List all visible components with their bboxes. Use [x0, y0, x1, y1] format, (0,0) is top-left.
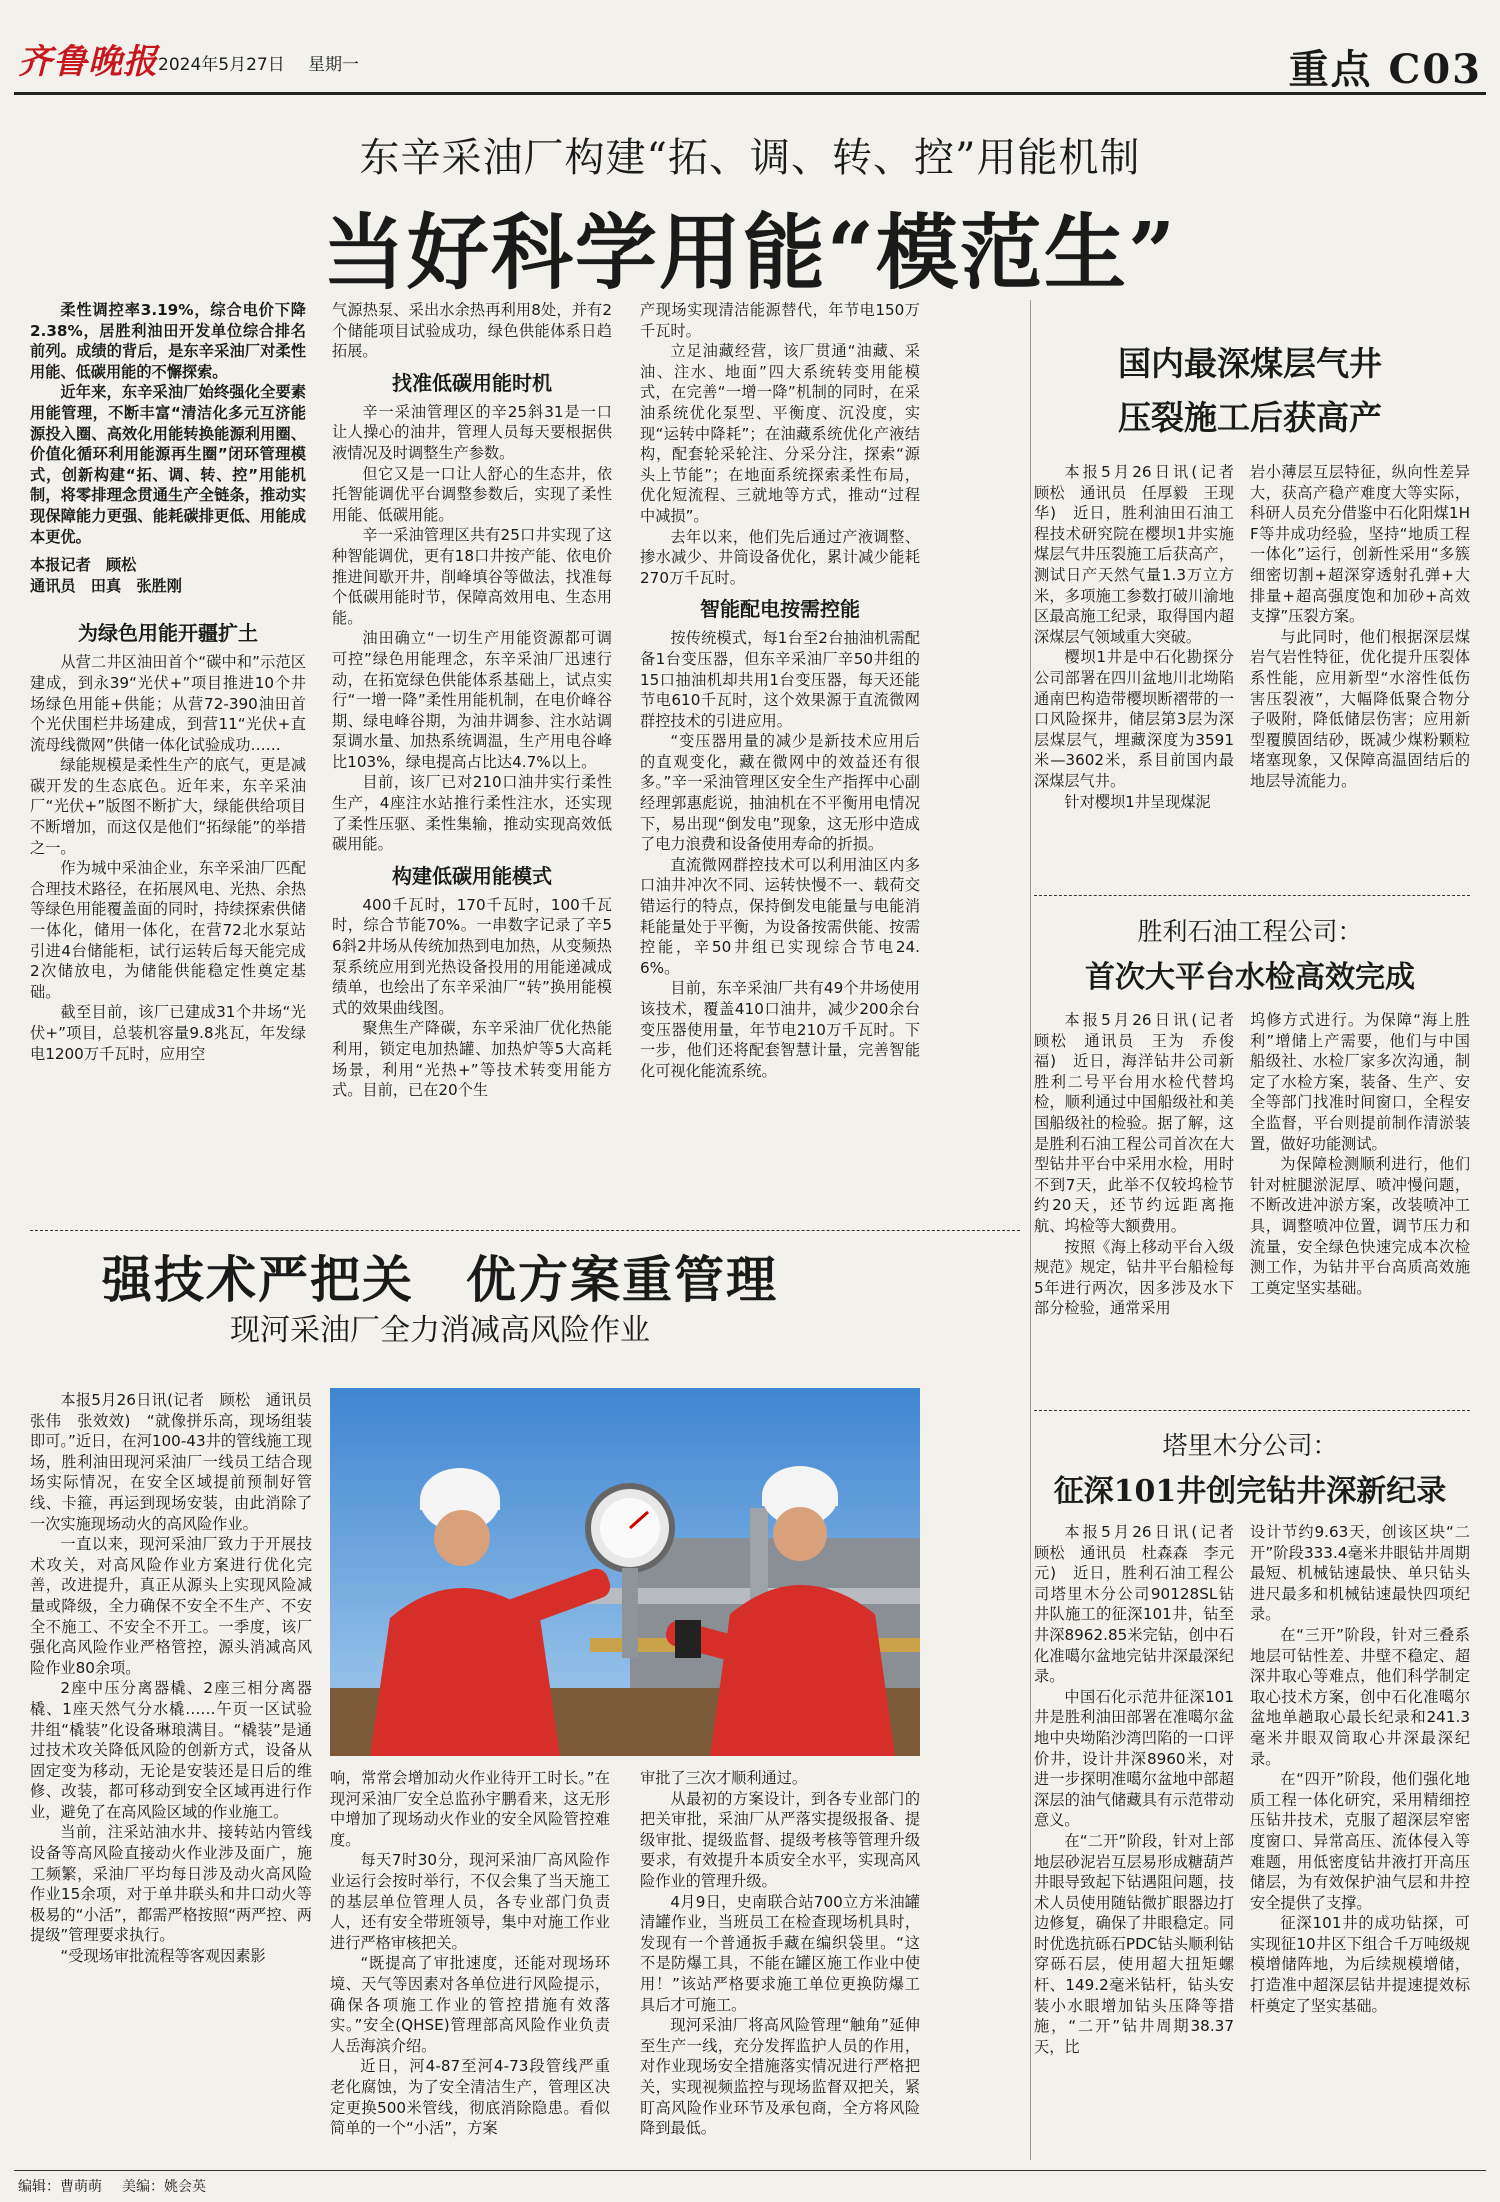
paragraph: 近日，河4-87至河4-73段管线严重老化腐蚀，为了安全清洁生产，管理区决定更换500米管线，彻底消除隐患。看似简单的一个“小活”，方案	[330, 2057, 610, 2138]
paragraph: 截至目前，该厂已建成31个井场“光伏+”项目，总装机容量9.8兆瓦，年发绿电1200万千瓦时，应用空	[30, 1003, 306, 1063]
paragraph: 辛一采油管理区共有25口井实现了这种智能调优，更有18口井按产能、依电价推进间歇开井，削峰填谷等做法，找准每个低碳用能时节，保障高效用电、生态用能。	[332, 526, 612, 627]
side-story-3-column-1	[1034, 1522, 1250, 2162]
paragraph: 为保障检测顺利进行，他们针对桩腿淤泥厚、喷冲慢问题，不断改进冲淤方案，改装喷冲工具，调整喷冲位置，调节压力和流量，安全绿色快速完成本次检测工作，为钻井平台高质高效施工奠定坚实基础。	[1250, 1155, 1470, 1297]
side-story-1-title-line-1: 国内最深煤层气井	[1118, 344, 1382, 383]
story-2-column-2	[330, 1768, 610, 2170]
footer-rule	[14, 2170, 1486, 2171]
paragraph: 审批了三次才顺利通过。	[640, 1769, 808, 1787]
workers-inspecting-gauge-photo	[330, 1388, 920, 1756]
side-story-3-column-2	[1250, 1522, 1470, 2162]
side-story-2-kicker: 胜利石油工程公司：	[1137, 917, 1363, 946]
story-2-headline: 强技术严把关 优方案重管理	[102, 1250, 778, 1309]
paragraph: 4月9日，史南联合站700立方米油罐清罐作业，当班员工在检查现场机具时，发现有一个普通扳手藏在编织袋里。“这不是防爆工具，不能在罐区施工作业中使用！”该站严格要求施工单位更换防爆工具后才可施工。	[640, 1892, 920, 2014]
paragraph: 本报5月26日讯(记者 顾松 通讯员 杜森森 李元元) 近日，胜利石油工程公司塔里木分公司90128SL钻井队施工的征深101井，钻至井深8962.85米完钻，创中石化准噶尔盆地完钻井深最深纪录。	[1034, 1523, 1250, 1686]
paragraph: 一直以来，现河采油厂致力于开展技术攻关，对高风险作业方案进行优化完善，改进提升，真正从源头上实现风险减量或降级，全力确保不安全不生产、不安全不施工、不安全不开工。一季度，该厂强化高风险作业严格管控，源头消减高风险作业80余项。	[30, 1535, 312, 1677]
subheading-low-carbon-timing: 找准低碳用能时机	[392, 370, 552, 395]
paragraph: 当前，注采站油水井、接转站内管线设备等高风险直接动火作业涉及面广，施工频繁，采油厂平均每日涉及动火高风险作业15余项，对于单井联头和井口动火等极易的“小活”，都需严格按照“两严控、两提级”管理要求执行。	[30, 1823, 312, 1945]
section-separator	[1034, 895, 1470, 896]
side-story-2-title: 首次大平台水检高效完成	[1085, 960, 1415, 995]
main-story-column-2	[332, 300, 612, 1260]
paragraph: 中国石化示范井征深101井是胜利油田部署在准噶尔盆地中央坳陷沙湾凹陷的一口评价井，设计井深8960米，对进一步探明准噶尔盆地中部超深层的油气储藏具有示范带动意义。	[1034, 1687, 1234, 1830]
editor-credit: 编辑：曹萌萌	[18, 2179, 102, 2195]
paragraph: 产现场实现清洁能源替代，年节电150万千瓦时。	[640, 301, 920, 340]
paragraph: 现河采油厂将高风险管理“触角”延伸至生产一线，充分发挥监护人员的作用，对作业现场安全措施落实情况进行严格把关，实现视频监控与现场监督双把关，紧盯高风险作业环节及承包商，全方将风险降到最低。	[640, 2016, 920, 2138]
main-story-headline: 当好科学用能“模范生”	[322, 205, 1178, 301]
paragraph: 在“二开”阶段，针对上部地层砂泥岩互层易形成糖葫芦井眼导致起下钻遇阻问题，技术人员使用随钻微扩眼器边打边修复，确保了井眼稳定。同时优选抗砾石PDC钻头顺利钻穿砾石层，使用超大扭矩螺杆、149.2毫米钻杆，钻头安装小水眼增加钻头压降等措施，“二开”钻井周期38.37天，比	[1034, 1831, 1234, 2056]
story-2-kicker: 现河采油厂全力消减高风险作业	[230, 1313, 650, 1348]
paragraph: 400千瓦时，170千瓦时，100千瓦时，综合节能70%。一串数字记录了辛56斜2井场从传统加热到电加热，从变频热泵系统应用到光热设备投用的用能递减成绩单，也绘出了东辛采油厂“转”换用能模式的效果曲线图。	[332, 895, 612, 1017]
paragraph: 坞修方式进行。为保障“海上胜利”增储上产需要，他们与中国船级社、水检厂家多次沟通，制定了水检方案，装备、生产、安全等部门找准时间窗口，全程安全监督，平台则提前制作清淤装置，做好功能测试。	[1250, 1011, 1470, 1153]
photo-illustration	[330, 1388, 920, 1756]
paragraph: 针对樱坝1井呈现煤泥	[1064, 792, 1211, 811]
masthead-rule	[14, 92, 1486, 95]
paragraph: 设计节约9.63天，创该区块“二开”阶段333.4毫米井眼钻井周期最短、机械钻速最快、单只钻头进尺最多和机械钻速最快四项纪录。	[1250, 1523, 1470, 1624]
column-divider	[1030, 300, 1031, 2160]
paragraph: 油田确立“一切生产用能资源都可调可控”绿色用能理念，东辛采油厂迅速行动，在拓宽绿色供能体系基础上，试点实行“一增一降”柔性用能机制，在电价峰谷期、绿电峰谷期，为油井调参、注水站调泵调水量、加热系统调温，生产用电谷峰比103%，绿电提高占比达4.7%以上。	[332, 629, 612, 771]
page-section-label: 重点 C03	[1288, 46, 1482, 93]
paragraph: 目前，东辛采油厂共有49个井场使用该技术，覆盖410口油井，减少200余台变压器使用量，年节电210万千瓦时。下一步，他们还将配套智慧计量，完善智能化可视化能流系统。	[640, 979, 920, 1080]
section-separator	[1034, 1410, 1470, 1411]
paragraph: “变压器用量的减少是新技术应用后的直观变化，藏在微网中的效益还有很多。”辛一采油管理区安全生产指挥中心副经理郭惠彪说，抽油机在不平衡用电情况下，易出现“倒发电”现象，这无形中造成了电力浪费和设备使用寿命的折损。	[640, 732, 920, 854]
main-story-kicker: 东辛采油厂构建“拓、调、转、控”用能机制	[359, 135, 1141, 181]
section-separator	[30, 1230, 1020, 1231]
side-story-1-column-1	[1034, 462, 1250, 882]
subheading-green-energy: 为绿色用能开疆扩土	[78, 621, 258, 646]
side-story-3-kicker: 塔里木分公司：	[1162, 1431, 1338, 1460]
issue-weekday: 星期一	[308, 55, 359, 75]
paragraph: 岩小薄层互层特征，纵向性差异大，获高产稳产难度大等实际，科研人员充分借鉴中石化阳煤1HF等井成功经验，坚持“地质工程一体化”运行，创新性采用“多簇细密切割+超深穿透射孔弹+大排量+超高强度饱和加砂+高效支撑”压裂方案。	[1250, 463, 1470, 626]
reporter-byline: 本报记者 顾松	[30, 556, 137, 575]
side-story-1-title-line-2: 压裂施工后获高产	[1118, 398, 1382, 437]
paragraph: 按照《海上移动平台入级规范》规定，钻井平台船检每5年进行两次，因多涉及水下部分检验，通常采用	[1034, 1237, 1234, 1318]
paragraph: “受现场审批流程等客观因素影	[60, 1947, 266, 1966]
paragraph: 在“四开”阶段，他们强化地质工程一体化研究，采用精细控压钻井技术，克服了超深层窄密度窗口、异常高压、流体侵入等难题，用低密度钻井液打开高压储层，为有效保护油气层和井控安全提供了支撑。	[1250, 1770, 1470, 1912]
paragraph: 本报5月26日讯(记者 顾松 通讯员 王为 乔俊福) 近日，海洋钻井公司新胜利二号平台用水检代替坞检，顺利通过中国船级社和美国船级社的检验。据了解，这是胜利石油工程公司首次在大型钻井平台中采用水检，用时不到7天，此举不仅较坞检节约20天，还节约远距离拖航、坞检等大额费用。	[1034, 1011, 1250, 1235]
paragraph: 征深101井的成功钻探，可实现征10井区下组合千万吨级规模增储阵地，为后续规模增储，打造准中超深层钻井提速提效标杆奠定了坚实基础。	[1250, 1914, 1470, 2015]
paragraph: 按传统模式，每1台至2台抽油机需配备1台变压器，但东辛采油厂辛50井组的15口抽油机却共用1台变压器，每天还能节电610千瓦时，这个效果源于直流微网群控技术的引进应用。	[640, 629, 920, 730]
paragraph: 从最初的方案设计，到各专业部门的把关审批，采油厂从严落实提级报备、提级审批、提级监督、提级考核等管理升级要求，有效提升本质安全水平，实现高风险作业的管理升级。	[640, 1789, 920, 1890]
paragraph: 本报5月26日讯(记者 顾松 通讯员 任厚毅 王现华) 近日，胜利油田石油工程技术研究院在樱坝1井实施煤层气井压裂施工后获高产，测试日产天然气量1.3万立方米，多项施工参数打破川渝地区最高施工纪录，取得国内超深煤层气领域重大突破。	[1034, 463, 1250, 646]
paragraph: 每天7时30分，现河采油厂高风险作业运行会按时举行，不仅会集了当天施工的基层单位管理人员，各专业部门负责人，还有安全带班领导，集中对施工作业进行严格审核把关。	[330, 1851, 610, 1952]
paragraph: 气源热泵、采出水余热再利用8处，并有2个储能项目试验成功，绿色供能体系日趋拓展。	[332, 301, 612, 361]
paragraph: 立足油藏经营，该厂贯通“油藏、采油、注水、地面”四大系统转变用能模式，在完善“一增一降”机制的同时，在采油系统优化泵型、平衡度、沉没度，实现“运转中降耗”；在油藏系统优化产液结构，配套轮采轮注、分采分注，探索“源头上节能”；在地面系统探索柔性布局，优化短流程、三就地等方式，推动“过程中减损”。	[640, 342, 920, 525]
paragraph: 目前，该厂已对210口油井实行柔性生产，4座注水站推行柔性注水，还实现了柔性压驱、柔性集输，推动实现高效低碳用能。	[332, 773, 612, 854]
paragraph: 直流微网群控技术可以利用油区内多口油井冲次不同、运转快慢不一、载荷交错运行的特点，保持倒发电能量与电能消耗能量处于平衡，为设备按需供能、按需控能，辛50井组已实现综合节电24.6%。	[640, 855, 920, 977]
paragraph: 绿能规模是柔性生产的底气，更是减碳开发的生态底色。近年来，东辛采油厂“光伏+”版图不断扩大，绿能供给项目不断增加，而这仅是他们“拓绿能”的举措之一。	[30, 756, 306, 857]
subheading-smart-power: 智能配电按需控能	[700, 597, 860, 622]
story-2-column-3	[640, 1768, 920, 2170]
paragraph: 本报5月26日讯(记者 顾松 通讯员 张伟 张效效) “就像拼乐高，现场组装即可。”近日，在河100-43井的管线施工现场，胜利油田现河采油厂一线员工结合现场实际情况，在安全区域提前预制好管线、卡箍，再运到现场安装，由此消除了一次实施现场动火的高风险作业。	[30, 1391, 328, 1533]
paragraph: 去年以来，他们先后通过产液调整、掺水减少、井筒设备优化，累计减少能耗270万千瓦时。	[640, 527, 920, 587]
paragraph: 在“三开”阶段，针对三叠系地层可钻性差、井壁不稳定、超深井取心等难点，他们科学制定取心技术方案，创中石化准噶尔盆地单趟取心最长纪录和241.3毫米井眼双筒取心井深最深纪录。	[1250, 1625, 1470, 1768]
side-story-1-column-2	[1250, 462, 1470, 882]
lead-paragraph-2: 近年来，东辛采油厂始终强化全要素用能管理，不断丰富“清洁化多元互济能源投入圈、高效化用能转换能源利用圈、价值化循环利用能源再生圈”闭环管理模式，创新构建“拓、调、转、控”用能机制，将零排理念贯通生产全链条，推动实现保障能力更强、能耗碳排更低、用能成本更优。	[30, 383, 306, 546]
side-story-3-title: 征深101井创完钻井深新纪录	[1053, 1474, 1447, 1509]
story-2-column-1	[30, 1390, 328, 2170]
paragraph: 聚焦生产降碳，东辛采油厂优化热能利用，锁定电加热罐、加热炉等5大高耗场景，利用“光热+”等技术转变用能方式。目前，已在20个生	[332, 1019, 612, 1100]
correspondent-byline: 通讯员 田真 张胜刚	[30, 576, 182, 595]
paragraph: “既提高了审批速度，还能对现场环境、天气等因素对各单位进行风险提示，确保各项施工作业的管控措施有效落实。”安全(QHSE)管理部高风险作业负责人岳海滨介绍。	[330, 1954, 610, 2055]
paragraph: 樱坝1井是中石化勘探分公司部署在四川盆地川北坳陷通南巴构造带樱坝断褶带的一口风险探井，储层第3层为深层煤层气，埋藏深度为3591米—3602米，系目前国内最深煤层气井。	[1034, 648, 1234, 790]
paragraph: 与此同时，他们根据深层煤岩气岩性特征，优化提升压裂体系性能，应用新型“水溶性低伤害压裂液”，大幅降低聚合物分子吸附，降低储层伤害；应用新型覆膜固结砂，既减少煤粉颗粒堵塞现象，又保障高温固结后的地层导流能力。	[1250, 627, 1470, 790]
paragraph: 作为城中采油企业，东辛采油厂匹配合理技术路径，在拓展风电、光热、余热等绿色用能覆盖面的同时，持续探索供储一体化，储用一体化，在营72北水泵站引进4台储能柜，试行运转后每天能完成2次储放电，为储能供能稳定性奠定基础。	[30, 859, 306, 1001]
paragraph: 从营二井区油田首个“碳中和”示范区建成，到永39“光伏+”项目推进10个井场绿色用能+供能；从营72-390油田首个光伏围栏井场建成，到营11“光伏+直流母线微网”供储一体化试验成功……	[30, 653, 306, 754]
paragraph: 2座中压分离器橇、2座三相分离器橇、1座天然气分水橇……午页一区试验井组“橇装”化设备琳琅满目。“橇装”是通过技术攻关降低风险的创新方式，设备从固定变为移动，无论是安装还是日后的维修、改装，都可移动到安全区域再进行作业，避免了在高风险区域的作业施工。	[30, 1679, 312, 1821]
main-story-column-3	[640, 300, 920, 1260]
lead-paragraph: 柔性调控率3.19%，综合电价下降2.38%，居胜利油田开发单位综合排名前列。成绩的背后，是东辛采油厂对柔性用能、低碳用能的不懈探索。	[30, 301, 306, 381]
paragraph: 辛一采油管理区的辛25斜31是一口让人操心的油井，管理人员每天要根据供液情况及时调整生产参数。	[332, 402, 612, 462]
main-story-column-1	[30, 300, 306, 1260]
designer-credit: 美编：姚会英	[122, 2179, 206, 2195]
issue-date: 2024年5月27日	[158, 55, 285, 75]
paragraph: 但它又是一口让人舒心的生态井，依托智能调优平台调整参数后，实现了柔性用能、低碳用能。	[332, 464, 612, 524]
paragraph: 响，常常会增加动火作业待开工时长。”在现河采油厂安全总监孙宇鹏看来，这无形中增加了现场动火作业的安全风险管控难度。	[330, 1769, 610, 1849]
newspaper-logo: 齐鲁晚报	[18, 42, 158, 82]
side-story-2-column-2	[1250, 1010, 1470, 1405]
side-story-2-column-1	[1034, 1010, 1250, 1405]
subheading-low-carbon-model: 构建低碳用能模式	[392, 863, 552, 888]
